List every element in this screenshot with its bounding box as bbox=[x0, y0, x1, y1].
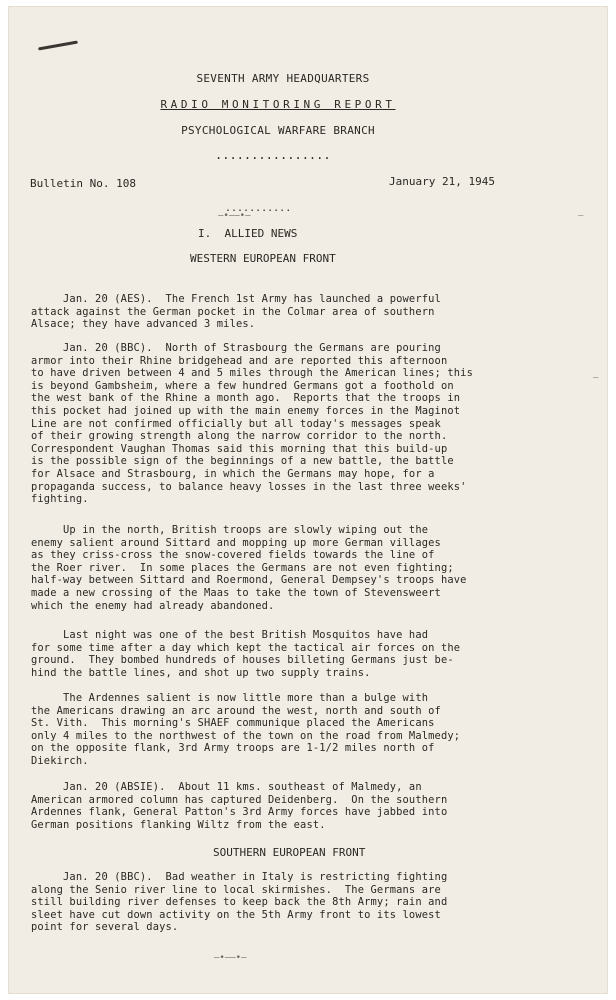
typed-flourish: ‒•‒‒•‒ bbox=[214, 953, 247, 963]
paragraph: Jan. 20 (ABSIE). About 11 kms. southeast of Malmedy, an American armored column has captured Deidenberg. On the southern Ardennes flank, General Patton's 3rd Army forces have jabbed into German positions flanking Wiltz from the east. bbox=[31, 781, 448, 831]
paragraph: Jan. 20 (AES). The French 1st Army has launched a powerful attack against the German pocket in the Colmar area of southern Alsace; they have advanced 3 miles. bbox=[31, 293, 441, 331]
paragraph: Jan. 20 (BBC). Bad weather in Italy is restricting fighting along the Senio river line to local skirmishes. The Germans are still building river defenses to keep back the 8th Army; rain and sleet have cut down activity on the 5th Army front to its lowest point for several days. bbox=[31, 871, 448, 934]
margin-mark: ‒ bbox=[578, 211, 584, 221]
section-heading-western-front: WESTERN EUROPEAN FRONT bbox=[190, 252, 336, 265]
pen-mark bbox=[38, 41, 78, 51]
margin-mark: ‒ bbox=[593, 373, 599, 383]
document-page bbox=[8, 6, 608, 994]
bulletin-number: Bulletin No. 108 bbox=[30, 177, 136, 190]
header-report-title: RADIO MONITORING REPORT bbox=[160, 98, 396, 111]
bulletin-date: January 21, 1945 bbox=[389, 175, 495, 188]
section-heading-allied-news: I. ALLIED NEWS bbox=[198, 227, 298, 240]
paragraph: Last night was one of the best British Mosquitos have had for some time after a day which kept the tactical air forces on the ground. They bombed hundreds of houses billeting Germans just be- hind the battle lines, and shot up two supply trains. bbox=[31, 629, 461, 679]
paragraph: The Ardennes salient is now little more than a bulge with the Americans drawing an arc around the west, north and south of St. Vith. This morning's SHAEF communique placed the Americans only 4 miles to the northwest of the town on the road from Malmedy; on the opposite flank, 3rd Army troops are 1-1/2 miles north of Diekirch. bbox=[31, 692, 461, 767]
section-heading-southern-front: SOUTHERN EUROPEAN FRONT bbox=[213, 846, 366, 859]
header-headquarters: SEVENTH ARMY HEADQUARTERS bbox=[196, 72, 370, 85]
typed-flourish: ‒•‒‒•‒ bbox=[218, 211, 251, 221]
header-dot-divider: ................ bbox=[215, 148, 331, 162]
paragraph: Jan. 20 (BBC). North of Strasbourg the Germans are pouring armor into their Rhine bridgehead and are reported this afternoon to have driven between 4 and 5 miles through the American lines; this is beyond Gambsheim, where a few hundred Germans got a foothold on the west bank of the Rhine a month ago. Reports that the troops in this pocket had joined up with the main enemy forces in the Maginot Line are not confirmed officially but all today's messages speak of their growing strength along the narrow corridor to the north. Correspondent Vaughan Thomas said this morning that this build-up is the possible sign of the beginnings of a new battle, the battle for Alsace and Strasbourg, in which the Germans may hope, for a propaganda success, to balance heavy losses in the last three weeks' fighting. bbox=[31, 342, 473, 506]
header-branch: PSYCHOLOGICAL WARFARE BRANCH bbox=[181, 124, 375, 137]
paragraph: Up in the north, British troops are slowly wiping out the enemy salient around Sittard and mopping up more German villages as they criss-cross the snow-covered fields towards the line of the Roer river. In some places the Germans are not even fighting; half-way between Sittard and Roermond, General Dempsey's troops have made a new crossing of the Maas to take the town of Stevensweert which the enemy had already abandoned. bbox=[31, 524, 467, 612]
bulletin-dot-divider: ........... bbox=[225, 203, 292, 214]
